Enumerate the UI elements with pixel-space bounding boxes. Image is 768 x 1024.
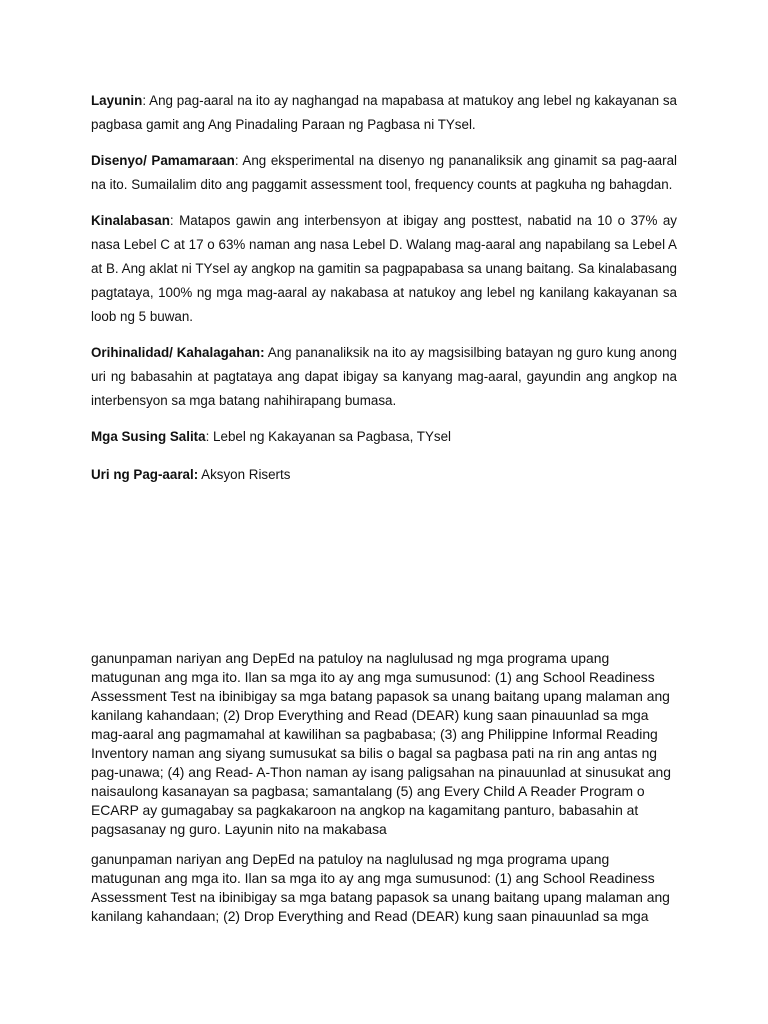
disenyo-separator: : xyxy=(234,153,243,168)
uri-paragraph xyxy=(91,463,677,487)
layunin-label: Layunin xyxy=(91,93,143,108)
uri-label: Uri ng Pag-aaral: xyxy=(91,467,199,482)
kinalabasan-separator: : xyxy=(169,213,180,228)
kinalabasan-text: Matapos gawin ang interbensyon at ibigay ang posttest, nabatid na 10 o 37% ay nasa Lebel C at 17 o 63% naman ang nasa Lebel D. Walang mag-aaral ang napabilang sa Lebel A at B. Ang aklat ni TYsel ay angkop na gamitin sa pagpapabasa sa unang baitang. Sa kinalabasang pagtataya, 100% ng mga mag-aaral ay nakabasa at natukoy ang lebel ng kanilang kakayanan sa loob ng 5 buwan. xyxy=(91,213,677,324)
layunin-text: Ang pag-aaral na ito ay naghangad na mapabasa at matukoy ang lebel ng kakayanan sa pagbasa gamit ang Ang Pinadaling Paraan ng Pagbasa ni TYsel. xyxy=(91,93,677,132)
orihinalidad-text: Ang pananaliksik na ito ay magsisilbing batayan ng guro kung anong uri ng babasahin at pagtataya ang dapat ibigay sa kanyang mag-aaral, gayundin ang angkop na interbensyon sa mga batang nahihirapang bumasa. xyxy=(91,345,677,408)
body-paragraph-1: ganunpaman nariyan ang DepEd na patuloy na naglulusad ng mga programa upang matugunan ang mga ito. Ilan sa mga ito ay ang mga sumusunod: (1) ang School Readiness Assessment Test na ibinibigay sa mga batang papasok sa unang baitang upang malaman ang kanilang kahandaan; (2) Drop Everything and Read (DEAR) kung saan pinauunlad sa mga mag-aaral ang pagmamahal at kawilihan sa pagbabasa; (3) ang Philippine Informal Reading Inventory naman ang siyang sumusukat sa bilis o bagal sa pagbasa pati na rin ang antas ng pag-unawa; (4) ang Read- A-Thon naman ay isang paligsahan na pinauunlad at sinusukat ang naisaulong kasanayan sa pagbasa; samantalang (5) ang Every Child A Reader Program o ECARP ay gumagabay sa pagkakaroon na angkop na kagamitang panturo, babasahin at pagsasanay ng guro. Layunin nito na makabasa xyxy=(91,650,671,837)
susing-salita-text: Lebel ng Kakayanan sa Pagbasa, TYsel xyxy=(213,429,452,444)
susing-salita-paragraph xyxy=(91,425,677,449)
disenyo-text: Ang eksperimental na disenyo ng pananaliksik ang ginamit sa pag-aaral na ito. Sumailalim dito ang paggamit assessment tool, frequency counts at pagkuha ng bahagdan. xyxy=(91,153,678,192)
disenyo-paragraph xyxy=(91,149,677,197)
layunin-paragraph xyxy=(91,89,677,137)
susing-salita-label: Mga Susing Salita xyxy=(91,429,206,444)
abstract-section xyxy=(91,89,677,501)
kinalabasan-paragraph xyxy=(91,209,677,329)
susing-salita-separator: : xyxy=(205,429,214,444)
body-paragraph-2: ganunpaman nariyan ang DepEd na patuloy na naglulusad ng mga programa upang matugunan ang mga ito. Ilan sa mga ito ay ang mga sumusunod: (1) ang School Readiness Assessment Test na ibinibigay sa mga batang papasok sa unang baitang upang malaman ang kanilang kahandaan; (2) Drop Everything and Read (DEAR) kung saan pinauunlad sa mga xyxy=(91,851,670,924)
layunin-separator: : xyxy=(142,93,150,108)
uri-text: Aksyon Riserts xyxy=(201,467,291,482)
kinalabasan-label: Kinalabasan xyxy=(91,213,170,228)
orihinalidad-label: Orihinalidad/ Kahalagahan: xyxy=(91,345,265,360)
orihinalidad-paragraph xyxy=(91,341,677,413)
disenyo-label: Disenyo/ Pamamaraan xyxy=(91,153,235,168)
